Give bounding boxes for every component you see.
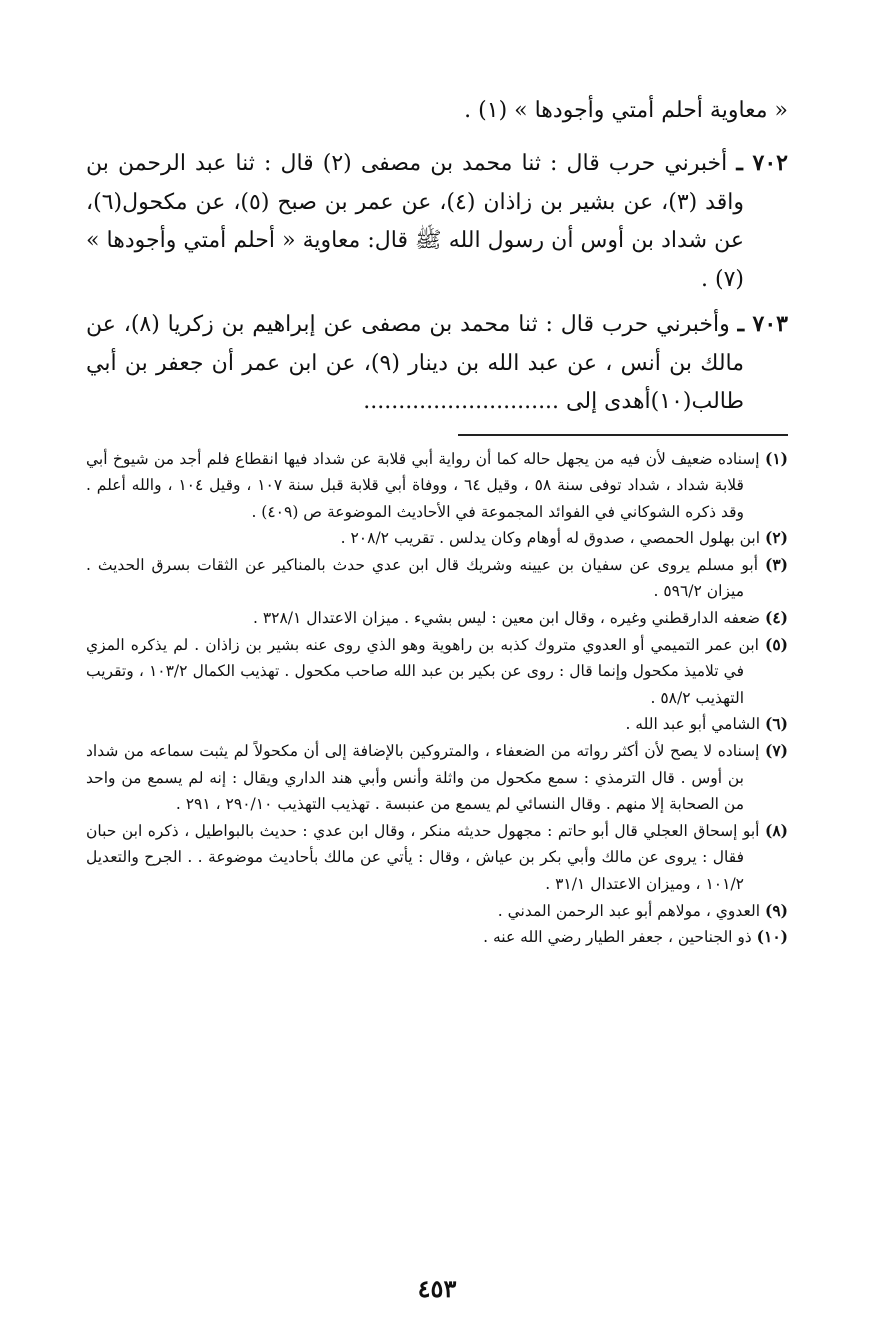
footnote-number: (٩) [764, 900, 788, 920]
footnote-8 [86, 818, 788, 898]
footnote-6 [86, 711, 788, 738]
footnote-3 [86, 552, 788, 605]
footnote-text: أبو إسحاق العجلي قال أبو حاتم : مجهول حديثه منكر ، وقال ابن عدي : حديث بالبواطيل ، ذكره ابن حبان فقال : يروى عن مالك وأبي بكر بن عياش ، وقال : يأتي عن مالك بأحاديث موضوعة . . الجرح والتعديل ١٠١/٢ ، وميزان الاعتدال ٣١/١ . [86, 821, 760, 893]
footnote-number: (٤) [764, 608, 788, 628]
footnote-number: (٢) [764, 528, 788, 548]
footnote-4 [86, 605, 788, 632]
footnote-2 [86, 525, 788, 552]
footnote-text: إسناده ضعيف لأن فيه من يجهل حاله كما أن رواية أبي قلابة عن شداد فيها انقطاع فلم أجد من شيوخ أبي قلابة شداد ، شداد توفى سنة ٥٨ ، وقيل ٦٤ ، ووفاة أبي قلابة قبل سنة ١٠٧ ، وقيل ١٠٤ ، والله أعلم . وقد ذكره الشوكاني في الفوائد المجموعة في الأحاديث الموضوعة ص (٤٠٩) . [86, 449, 760, 521]
footnote-number: (٦) [764, 714, 788, 734]
footnotes [86, 446, 788, 951]
footnote-text: أبو مسلم يروى عن سفيان بن عيينه وشريك قال ابن عدي حدث بالمناكير عن الثقات بسرق الحديث . ميزان ٥٩٦/٢ . [86, 555, 759, 601]
footnote-text: العدوي ، مولاهم أبو عبد الرحمن المدني . [497, 901, 761, 920]
footnote-number: (٥) [764, 634, 788, 654]
footnote-divider [458, 434, 788, 436]
hadith-number: ٧٠٢ ـ [736, 150, 788, 176]
hadith-702 [86, 144, 788, 299]
footnote-text: إسناده لا يصح لأن أكثر رواته من الضعفاء ، والمتروكين بالإضافة إلى أن مكحولاً لم يثبت سماعه من شداد بن أوس . قال الترمذي : سمع مكحول من واثلة وأنس وأبي هند الداري ويقال : إنه لم يسمع من واحد من الصحابة إلا منهم . وقال النسائي لم يسمع من عنبسة . تهذيب التهذيب ٢٩٠/١٠ ، ٢٩١ . [86, 742, 760, 814]
footnote-text: ابن بهلول الحمصي ، صدوق له أوهام وكان يدلس . تقريب ٢٠٨/٢ . [340, 529, 761, 548]
hadith-text: أخبرني حرب قال : ثنا محمد بن مصفى (٢) قال : ثنا عبد الرحمن بن واقد (٣)، عن بشير بن زاذان (٤)، عن عمر بن صبح (٥)، عن مكحول(٦)، عن شداد بن أوس أن رسول الله ﷺ قال: معاوية « أحلم أمتي وأجودها » (٧) . [86, 151, 744, 292]
continued-text-line: « معاوية أحلم أمتي وأجودها » (١) . [464, 98, 788, 123]
footnote-number: (٧) [764, 741, 788, 761]
page-number: ٤٥٣ [417, 1274, 457, 1303]
footnote-number: (١٠) [756, 927, 788, 947]
footnote-5 [86, 632, 788, 712]
hadith-text: وأخبرني حرب قال : ثنا محمد بن مصفى عن إبراهيم بن زكريا (٨)، عن مالك بن أنس ، عن عبد الله بن دينار (٩)، عن ابن عمر أن جعفر بن أبي طالب(١٠)أهدى إلى ............................ [86, 312, 745, 414]
footnote-number: (٣) [764, 554, 788, 574]
footnote-number: (٨) [764, 820, 788, 840]
footnote-number: (١) [764, 448, 788, 468]
footnote-text: ابن عمر التميمي أو العدوي متروك كذبه بن راهوية وهو الذي روى عنه بشير بن زاذان . لم يذكره المزي في تلاميذ مكحول وإنما قال : روى عن بكير بن عبد الله صاحب مكحول . تهذيب الكمال ١٠٣/٢ ، وتقريب التهذيب ٥٨/٢ . [86, 635, 759, 707]
footnote-text: ضعفه الدارقطني وغيره ، وقال ابن معين : ليس بشيء . ميزان الاعتدال ٣٢٨/١ . [252, 609, 761, 628]
footnote-10 [86, 924, 788, 951]
footnote-9 [86, 898, 788, 925]
footnote-1 [86, 446, 788, 526]
footnote-text: ذو الجناحين ، جعفر الطيار رضي الله عنه . [483, 928, 752, 947]
footnote-7 [86, 738, 788, 818]
hadith-703 [86, 305, 788, 422]
footnote-text: الشامي أبو عبد الله . [625, 715, 761, 734]
hadith-number: ٧٠٣ ـ [737, 311, 788, 337]
page-body [86, 92, 788, 1261]
